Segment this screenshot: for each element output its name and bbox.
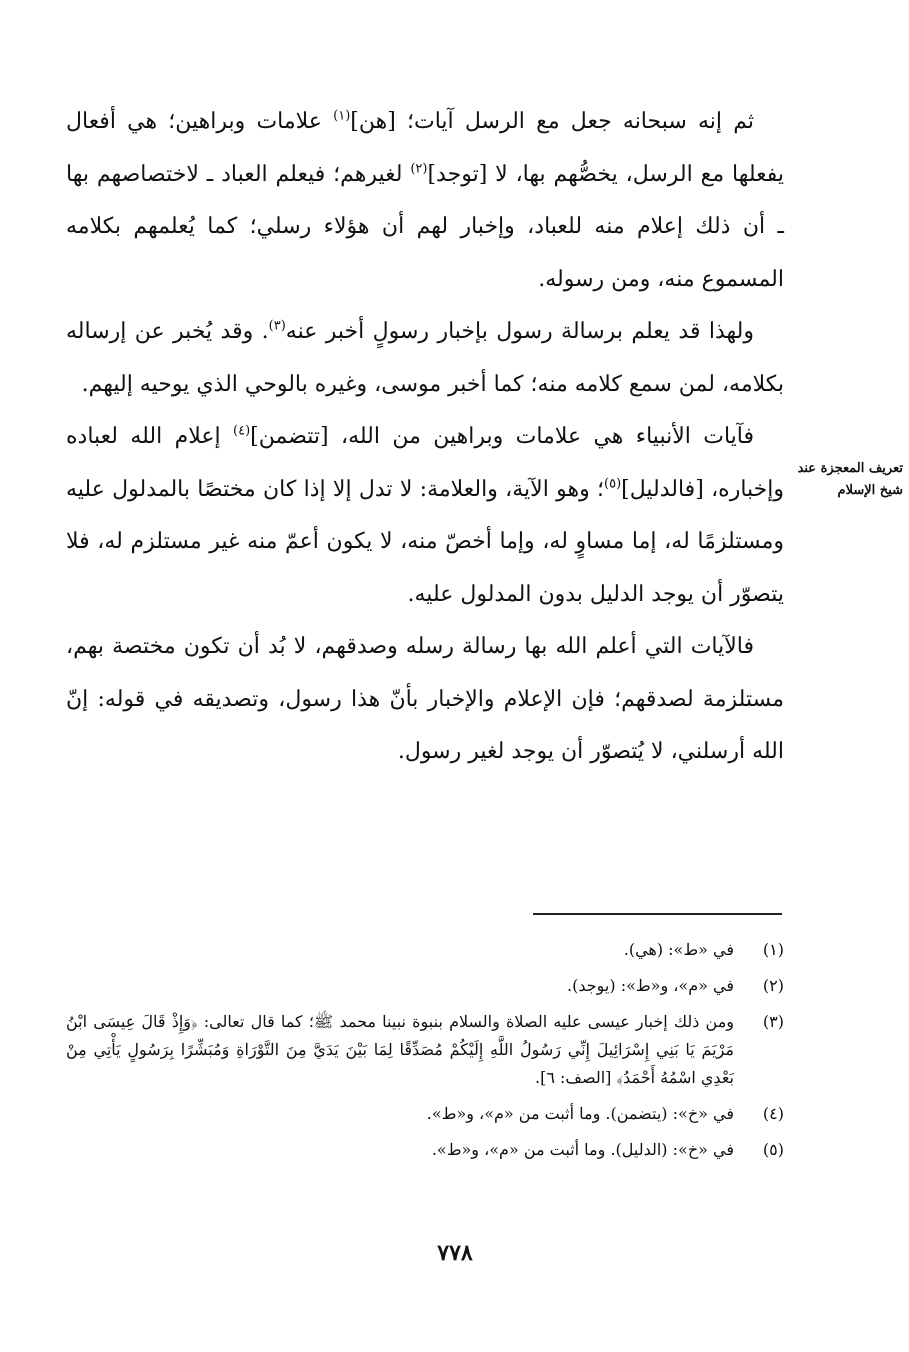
footnotes bbox=[66, 936, 784, 1172]
body-text: ؛ وهو الآية، والعلامة: لا تدل إلا إذا كان مختصًا بالمدلول عليه ومستلزمًا له، إما مساوٍ له، وإما أخصّ منه، لا يكون أعمّ منه غير مستلزم له، فلا يتصوّر أن يوجد الدليل بدون المدلول عليه. bbox=[66, 476, 784, 607]
body-text: . وقد يُخبر عن إرساله بكلامه، لمن سمع كلامه منه؛ كما أخبر موسى، وغيره بالوحي الذي يوحيه إليهم. bbox=[66, 319, 784, 397]
footnote bbox=[66, 972, 784, 1000]
page-number: ٧٧٨ bbox=[437, 1240, 473, 1266]
body-text: فآيات الأنبياء هي علامات وبراهين من الله، [تتضمن] bbox=[250, 424, 754, 449]
body-text: علامات وبراهين؛ هي أفعال يفعلها مع الرسل، يخصُّهم بها، لا [توجد] bbox=[66, 109, 784, 187]
footnote-number: (٥) bbox=[762, 1140, 784, 1159]
footnote-reference: (٢) bbox=[410, 161, 428, 177]
main-text bbox=[66, 96, 784, 779]
body-text: فالآيات التي أعلم الله بها رسالة رسله وصدقهم، لا بُد أن تكون مختصة بهم، مستلزمة لصدقهم؛ فإن الإعلام والإخبار بأنّ هذا رسول، وتصديقه في قوله: إنّ الله أرسلني، لا يُتصوّر أن يوجد لغير رسول. bbox=[66, 634, 784, 764]
footnote-text: ومن ذلك إخبار عيسى عليه الصلاة والسلام بنبوة نبينا محمد ﷺ؛ كما قال تعالى: ﴿وَإِذْ قَالَ عِيسَى ابْنُ مَرْيَمَ يَا بَنِي إِسْرَائِيلَ إِنِّي رَسُولُ اللَّهِ إِلَيْكُمْ مُصَدِّقًا لِمَا بَيْنَ يَدَيَّ مِنَ التَّوْرَاةِ وَمُبَشِّرًا بِرَسُولٍ يَأْتِي مِنْ بَعْدِي اسْمُهُ أَحْمَدُ﴾ [الصف: ٦]. bbox=[66, 1012, 734, 1087]
body-paragraph bbox=[66, 621, 784, 779]
footnote-number: (٢) bbox=[762, 976, 784, 995]
footnote-text: في «ط»: (هي). bbox=[623, 940, 734, 959]
footnote-reference: (١) bbox=[333, 108, 351, 124]
body-text: ثم إنه سبحانه جعل مع الرسل آيات؛ [هن] bbox=[350, 109, 754, 134]
body-paragraph bbox=[66, 96, 784, 306]
body-text: ولهذا قد يعلم برسالة رسول بإخبار رسولٍ أخبر عنه bbox=[285, 319, 754, 344]
footnote-reference: (٤) bbox=[233, 423, 251, 439]
footnote-number: (٣) bbox=[762, 1012, 784, 1031]
footnote bbox=[66, 936, 784, 964]
footnote-separator bbox=[533, 913, 782, 915]
footnote-number: (١) bbox=[762, 940, 784, 959]
body-text: لغيرهم؛ فيعلم العباد ـ لاختصاصهم بها ـ أن ذلك إعلام منه للعباد، وإخبار لهم أن هؤلاء رسلي؛ كما يُعلمهم بكلامه المسموع منه، ومن رسوله. bbox=[66, 161, 784, 292]
footnote-text: في «خ»: (يتضمن). وما أثبت من «م»، و«ط». bbox=[426, 1104, 734, 1123]
margin-note: تعريف المعجزة عند شيخ الإسلام bbox=[797, 461, 903, 498]
footnote bbox=[66, 1136, 784, 1164]
footnote-text: في «خ»: (الدليل). وما أثبت من «م»، و«ط». bbox=[431, 1140, 734, 1159]
footnote-text: في «م»، و«ط»: (يوجد). bbox=[567, 976, 734, 995]
footnote-number: (٤) bbox=[762, 1104, 784, 1123]
body-paragraph bbox=[66, 306, 784, 411]
footnote bbox=[66, 1100, 784, 1128]
body-paragraph bbox=[66, 411, 784, 621]
body-text: إعلام الله لعباده وإخباره، [فالدليل] bbox=[66, 424, 785, 502]
footnote bbox=[66, 1008, 784, 1092]
footnote-reference: (٥) bbox=[604, 476, 622, 492]
footnote-reference: (٣) bbox=[268, 318, 286, 334]
